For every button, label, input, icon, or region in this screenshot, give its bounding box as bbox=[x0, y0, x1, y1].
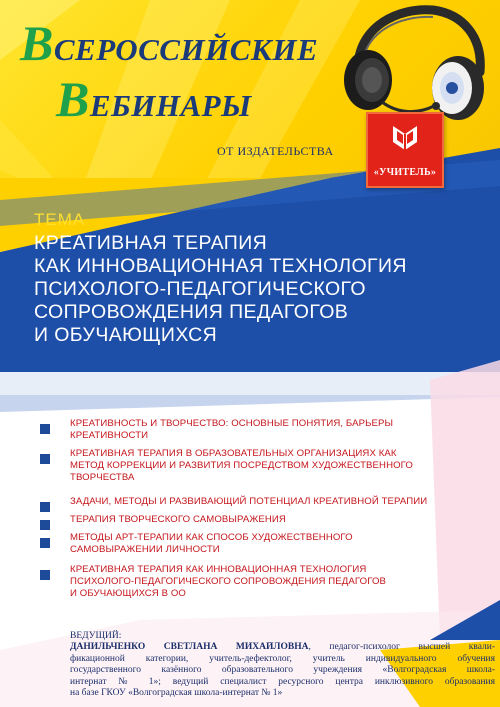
topic-line: ЗАДАЧИ, МЕТОДЫ И РАЗВИВАЮЩИЙ ПОТЕНЦИАЛ КРЕАТИВНОЙ ТЕРАПИИ bbox=[70, 496, 428, 507]
headphones-image bbox=[338, 2, 498, 124]
square-bullet-icon bbox=[40, 502, 50, 512]
theme-label: ТЕМА bbox=[34, 210, 86, 229]
square-bullet-icon bbox=[40, 520, 50, 530]
lecturer-line: фикационной категории, учитель-дефектолог, учитель индивидуального обучения bbox=[70, 653, 495, 664]
theme-title-line: СОПРОВОЖДЕНИЯ ПЕДАГОГОВ bbox=[34, 301, 349, 323]
topic-line: ТЕРАПИЯ ТВОРЧЕСКОГО САМОВЫРАЖЕНИЯ bbox=[70, 514, 286, 525]
book-emblem-icon bbox=[391, 122, 419, 152]
theme-title bbox=[34, 232, 407, 347]
lecturer-info bbox=[70, 631, 495, 699]
lecturer-line: государственного казённого образовательного учреждения «Волгоградская школа- bbox=[70, 665, 495, 676]
topic-line: И ОБУЧАЮЩИХСЯ В ОО bbox=[70, 588, 186, 599]
series-title bbox=[20, 15, 319, 127]
theme-title-line: И ОБУЧАЮЩИХСЯ bbox=[34, 324, 218, 346]
topic-line: САМОВЫРАЖЕНИИ ЛИЧНОСТИ bbox=[70, 544, 220, 555]
topic-line: КРЕАТИВНОСТИ bbox=[70, 430, 149, 441]
theme-title-line: КРЕАТИВНАЯ ТЕРАПИЯ bbox=[34, 232, 268, 254]
lecturer-label: ВЕДУЩИЙ: bbox=[70, 631, 122, 641]
series-title-line1: ВСЕРОССИЙСКИЕ bbox=[20, 15, 319, 71]
square-bullet-icon bbox=[40, 538, 50, 548]
topic-line: ТВОРЧЕСТВА bbox=[70, 472, 135, 483]
topic-line: КРЕАТИВНАЯ ТЕРАПИЯ В ОБРАЗОВАТЕЛЬНЫХ ОРГАНИЗАЦИЯХ КАК bbox=[70, 448, 397, 459]
publisher-logo-text: «УЧИТЕЛЬ» bbox=[373, 167, 437, 178]
topic-line: КРЕАТИВНОСТЬ И ТВОРЧЕСТВО: ОСНОВНЫЕ ПОНЯТИЯ, БАРЬЕРЫ bbox=[70, 418, 394, 429]
topic-line: ПСИХОЛОГО-ПЕДАГОГИЧЕСКОГО СОПРОВОЖДЕНИЯ ПЕДАГОГОВ bbox=[70, 576, 387, 587]
topic-line: МЕТОД КОРРЕКЦИИ И РАЗВИТИЯ ПОСРЕДСТВОМ ХУДОЖЕСТВЕННОГО bbox=[70, 460, 413, 471]
square-bullet-icon bbox=[40, 570, 50, 580]
lecturer-line: интернат № 1»; ведущий специалист ресурсного центра инклюзивного образования bbox=[70, 676, 495, 687]
lecturer-line: на базе ГКОУ «Волгоградская школа-интернат № 1» bbox=[70, 688, 283, 699]
topic-line: МЕТОДЫ АРТ-ТЕРАПИИ КАК СПОСОБ ХУДОЖЕСТВЕННОГО bbox=[70, 532, 353, 543]
publisher-label: ОТ ИЗДАТЕЛЬСТВА bbox=[217, 144, 334, 158]
topic-line: КРЕАТИВНАЯ ТЕРАПИЯ КАК ИННОВАЦИОННАЯ ТЕХНОЛОГИЯ bbox=[70, 564, 367, 575]
theme-title-line: ПСИХОЛОГО-ПЕДАГОГИЧЕСКОГО bbox=[34, 278, 366, 300]
lecturer-line: ДАНИЛЬЧЕНКО СВЕТЛАНА МИХАЙЛОВНА, педагог-психолог высшей квали- bbox=[70, 642, 495, 653]
square-bullet-icon bbox=[40, 424, 50, 434]
lecturer-name: ДАНИЛЬЧЕНКО СВЕТЛАНА МИХАЙЛОВНА bbox=[70, 642, 309, 653]
series-title-line2: ВЕБИНАРЫ bbox=[56, 71, 252, 127]
theme-title-line: КАК ИННОВАЦИОННАЯ ТЕХНОЛОГИЯ bbox=[34, 255, 407, 277]
publisher-logo bbox=[366, 112, 444, 188]
square-bullet-icon bbox=[40, 454, 50, 464]
